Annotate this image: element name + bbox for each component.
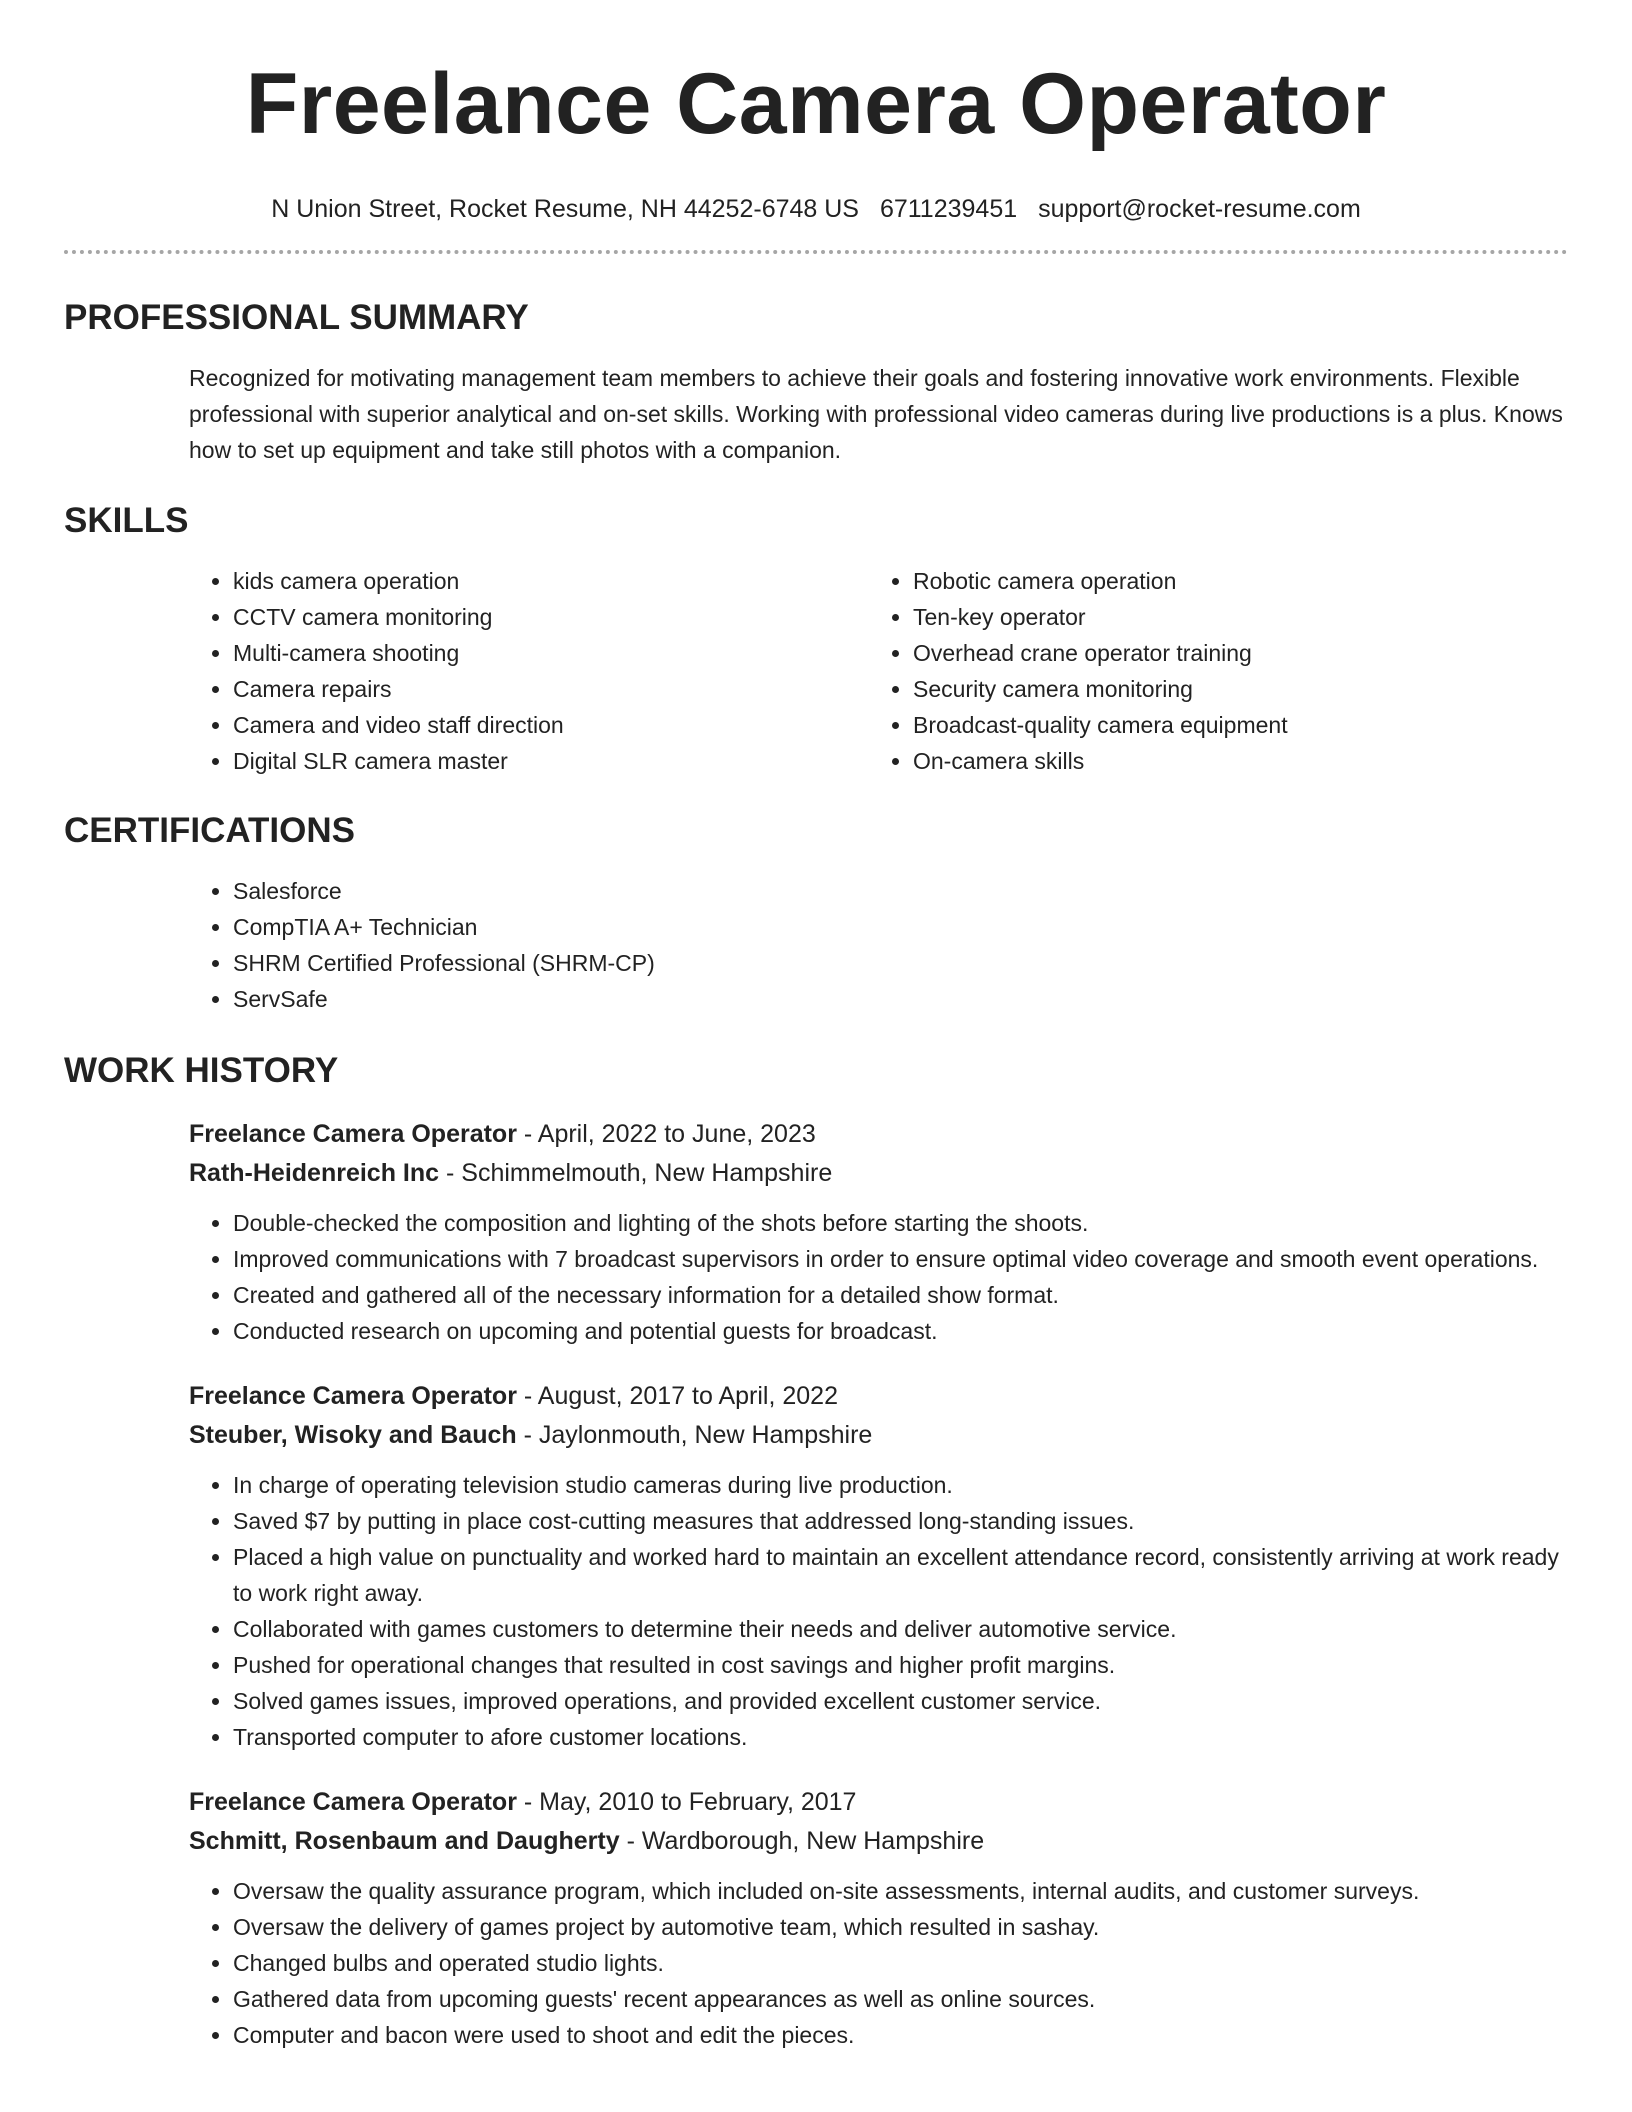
job-dates: - April, 2022 to June, 2023 (516, 1120, 816, 1148)
header-divider (64, 250, 1568, 254)
job-bullet: • Placed a high value on punctuality and worked hard to maintain an excellent attendance record, consistently arriving at work ready to work right away. (233, 1539, 1569, 1611)
skill-item: • Broadcast-quality camera equipment (913, 707, 1563, 743)
job-company: Rath-Heidenreich Inc (189, 1159, 440, 1187)
contact-email: support@rocket-resume.com (1038, 195, 1361, 223)
job-bullet: • Oversaw the quality assurance program, which included on-site assessments, internal audits, and customer surveys. (233, 1873, 1569, 1909)
job-bullet: • Pushed for operational changes that resulted in cost savings and higher profit margins. (233, 1647, 1569, 1683)
certification-item: • Salesforce (233, 873, 1568, 909)
skills-columns (189, 563, 1568, 779)
job-bullet: • Changed bulbs and operated studio lights. (233, 1945, 1569, 1981)
job-bullet: • Created and gathered all of the necessary information for a detailed show format. (233, 1277, 1569, 1313)
job-location: - Schimmelmouth, New Hampshire (439, 1159, 833, 1187)
job-dates: - May, 2010 to February, 2017 (516, 1788, 857, 1816)
job-title-line (189, 1783, 1569, 1822)
skill-item: • kids camera operation (233, 563, 869, 599)
skills-title: SKILLS (64, 501, 189, 540)
job-bullets (189, 1467, 1569, 1755)
job-bullet: • Computer and bacon were used to shoot and edit the pieces. (233, 2017, 1569, 2053)
certifications-title: CERTIFICATIONS (64, 811, 356, 850)
job-company: Schmitt, Rosenbaum and Daugherty (189, 1827, 620, 1855)
certifications-list (189, 873, 1568, 1017)
contact-phone: 6711239451 (879, 195, 1018, 223)
job-dates: - August, 2017 to April, 2022 (516, 1382, 838, 1410)
work-history-title: WORK HISTORY (64, 1051, 339, 1090)
job-entry (189, 1783, 1569, 2053)
summary-section (64, 298, 1568, 468)
job-role: Freelance Camera Operator (189, 1382, 517, 1410)
job-bullet: • Solved games issues, improved operations, and provided excellent customer service. (233, 1683, 1569, 1719)
skill-item: • Digital SLR camera master (233, 743, 869, 779)
job-role: Freelance Camera Operator (189, 1120, 517, 1148)
job-bullet: • Oversaw the delivery of games project by automotive team, which resulted in sashay. (233, 1909, 1569, 1945)
candidate-name: Freelance Camera Operator (245, 56, 1387, 152)
summary-text: Recognized for motivating management team members to achieve their goals and fostering innovative work environments. Flexible professional with superior analytical and on-set skills. Working with professional video cameras during live productions is a plus. Knows how to set up equipment and take still photos with a companion. (189, 365, 1563, 463)
summary-title: PROFESSIONAL SUMMARY (64, 298, 529, 337)
skill-item: • Camera and video staff direction (233, 707, 869, 743)
skills-right-list (869, 563, 1563, 779)
job-bullet: • Double-checked the composition and lighting of the shots before starting the shoots. (233, 1205, 1569, 1241)
job-bullet: • Improved communications with 7 broadcast supervisors in order to ensure optimal video coverage and smooth event operations. (233, 1241, 1569, 1277)
skill-item: • Overhead crane operator training (913, 635, 1563, 671)
skill-item: • On-camera skills (913, 743, 1563, 779)
job-role: Freelance Camera Operator (189, 1788, 517, 1816)
job-title-line (189, 1377, 1569, 1416)
job-bullet: • In charge of operating television studio cameras during live production. (233, 1467, 1569, 1503)
contact-line (0, 194, 1632, 224)
job-bullets (189, 1205, 1569, 1349)
skill-item: • Multi-camera shooting (233, 635, 869, 671)
skills-left-list (189, 563, 869, 779)
job-entry (189, 1115, 1569, 1349)
certification-item: • ServSafe (233, 981, 1568, 1017)
work-history-section (64, 1051, 1568, 2053)
job-company-line (189, 1154, 1569, 1193)
job-company-line (189, 1822, 1569, 1861)
job-bullet: • Saved $7 by putting in place cost-cutting measures that addressed long-standing issues. (233, 1503, 1569, 1539)
job-bullet: • Transported computer to afore customer locations. (233, 1719, 1569, 1755)
skill-item: • Camera repairs (233, 671, 869, 707)
certifications-section (64, 811, 1568, 1017)
job-company: Steuber, Wisoky and Bauch (189, 1421, 517, 1449)
job-title-line (189, 1115, 1569, 1154)
job-entry (189, 1377, 1569, 1755)
certification-item: • SHRM Certified Professional (SHRM-CP) (233, 945, 1568, 981)
job-bullet: • Collaborated with games customers to determine their needs and deliver automotive service. (233, 1611, 1569, 1647)
skills-section (64, 501, 1568, 779)
skill-item: • Ten-key operator (913, 599, 1563, 635)
job-location: - Wardborough, New Hampshire (619, 1827, 985, 1855)
resume-header (0, 58, 1632, 224)
job-location: - Jaylonmouth, New Hampshire (516, 1421, 873, 1449)
job-bullets (189, 1873, 1569, 2053)
skill-item: • Robotic camera operation (913, 563, 1563, 599)
skill-item: • Security camera monitoring (913, 671, 1563, 707)
skill-item: • CCTV camera monitoring (233, 599, 869, 635)
job-bullet: • Gathered data from upcoming guests' recent appearances as well as online sources. (233, 1981, 1569, 2017)
certification-item: • CompTIA A+ Technician (233, 909, 1568, 945)
job-company-line (189, 1416, 1569, 1455)
job-bullet: • Conducted research on upcoming and potential guests for broadcast. (233, 1313, 1569, 1349)
contact-address: N Union Street, Rocket Resume, NH 44252-6748 US (271, 195, 859, 223)
